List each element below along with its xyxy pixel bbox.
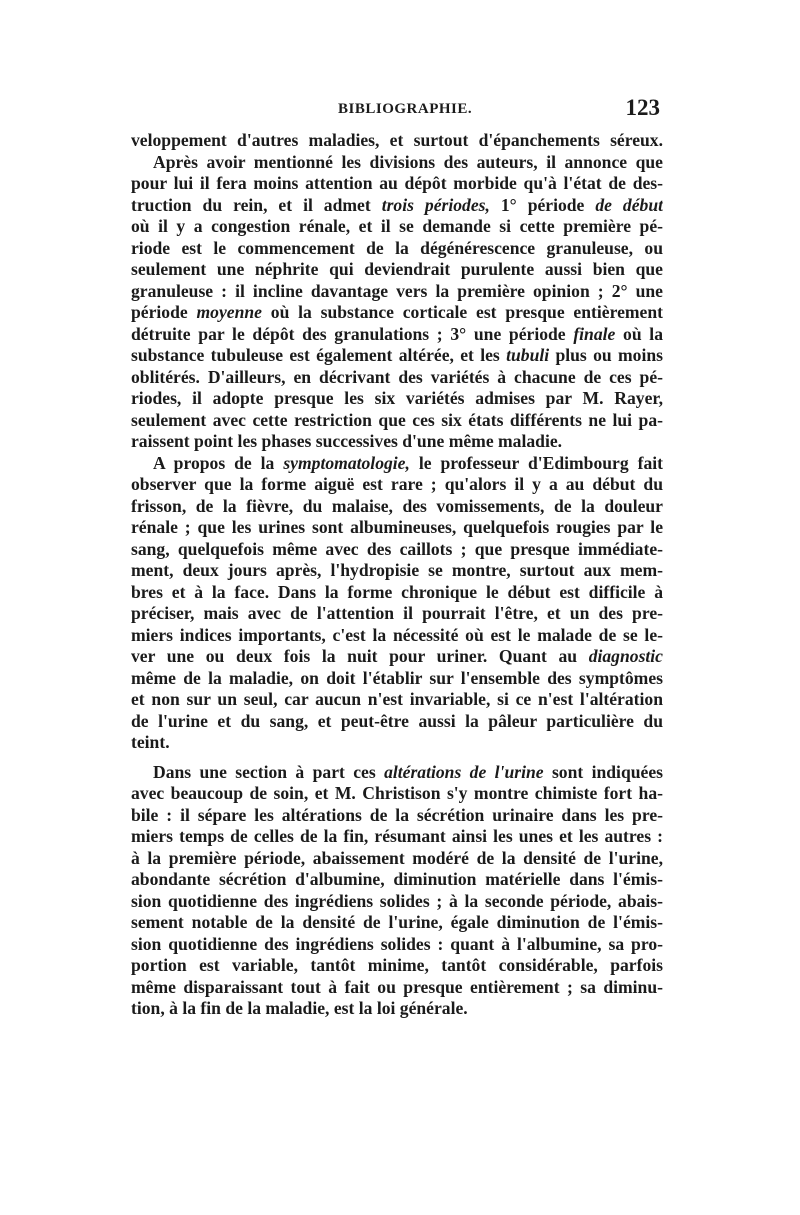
text-line: où il y a congestion rénale, et il se demande si cette première pé- xyxy=(131,216,663,236)
text-line: substance tubuleuse est également altérée, et les tubuli plus ou moins xyxy=(131,345,663,365)
text-line: sement notable de la densité de l'urine, égale diminution de l'émis- xyxy=(131,912,663,932)
text-line: avec beaucoup de soin, et M. Christison s'y montre chimiste fort ha- xyxy=(131,783,663,803)
text-line: miers indices importants, c'est la nécessité où est le malade de se le- xyxy=(131,624,663,645)
text-line: truction du rein, et il admet trois périodes, 1° période de début xyxy=(131,194,663,215)
page-number: 123 xyxy=(625,95,660,120)
text-line: pour lui il fera moins attention au dépôt morbide qu'à l'état de des- xyxy=(131,173,663,193)
text-line: bres et à la face. Dans la forme chronique le début est difficile à xyxy=(131,581,663,602)
text-line: bile : il sépare les altérations de la sécrétion urinaire dans les pre- xyxy=(131,804,663,825)
text-line: abondante sécrétion d'albumine, diminution matérielle dans l'émis- xyxy=(131,869,663,889)
text-line: tion, à la fin de la maladie, est la loi générale. xyxy=(131,998,468,1018)
body-text xyxy=(131,130,663,1020)
italic-term: symptomatologie, xyxy=(283,452,410,473)
text-line: raissent point les phases successives d'une même maladie. xyxy=(131,431,563,451)
text-line: miers temps de celles de la fin, résumant ainsi les unes et les autres : xyxy=(131,826,663,846)
text-line: frisson, de la fièvre, du malaise, des vomissements, de la douleur xyxy=(131,495,663,516)
text-line: riodes, il adopte presque les six variétés admises par M. Rayer, xyxy=(131,388,663,408)
text-line: Après avoir mentionné les divisions des auteurs, il annonce que xyxy=(153,151,663,172)
text-line: même de la maladie, on doit l'établir sur l'ensemble des symptômes xyxy=(131,667,663,688)
text-line: de l'urine et du sang, et peut-être aussi la pâleur particulière du xyxy=(131,710,663,731)
text-line: Dans une section à part ces altérations de l'urine sont indiquées xyxy=(153,761,663,782)
running-title: BIBLIOGRAPHIE. xyxy=(338,101,473,117)
text-line: A propos de la symptomatologie, le professeur d'Edimbourg fait xyxy=(153,452,663,473)
text-line: observer que la forme aiguë est rare ; qu'alors il y a au début du xyxy=(131,474,663,494)
italic-term: tubuli xyxy=(506,345,550,365)
text-line: teint. xyxy=(131,732,170,752)
text-line: préciser, mais avec de l'attention il pourrait l'être, et un des pre- xyxy=(131,603,663,623)
italic-term: altérations de l'urine xyxy=(384,761,544,782)
text-line: à la première période, abaissement modéré de la densité de l'urine, xyxy=(131,847,663,868)
page-header xyxy=(132,97,660,127)
text-line: ment, deux jours après, l'hydropisie se montre, surtout aux mem- xyxy=(131,560,663,580)
text-line: seulement une néphrite qui deviendrait purulente aussi bien que xyxy=(131,259,663,279)
italic-term: de début xyxy=(595,194,663,215)
text-line: détruite par le dépôt des granulations ; 3° une période finale où la xyxy=(131,323,663,344)
text-line: période moyenne où la substance corticale est presque entièrement xyxy=(131,302,663,322)
text-line: riode est le commencement de la dégénérescence granuleuse, ou xyxy=(131,237,663,258)
italic-term: trois périodes, xyxy=(381,194,490,215)
italic-term: diagnostic xyxy=(588,646,663,666)
text-line: sang, quelquefois même avec des caillots ; que presque immédiate- xyxy=(131,538,663,559)
italic-term: finale xyxy=(573,323,616,344)
text-line: et non sur un seul, car aucun n'est invariable, si ce n'est l'altération xyxy=(131,689,663,709)
text-line: veloppement d'autres maladies, et surtout d'épanchements séreux. xyxy=(131,130,663,150)
text-line: ver une ou deux fois la nuit pour uriner. Quant au diagnostic xyxy=(131,646,663,666)
text-line: même disparaissant tout à fait ou presque entièrement ; sa diminu- xyxy=(131,976,663,997)
text-line: oblitérés. D'ailleurs, en décrivant des variétés à chacune de ces pé- xyxy=(131,366,663,387)
text-line: granuleuse : il incline davantage vers la première opinion ; 2° une xyxy=(131,280,663,301)
text-line: rénale ; que les urines sont albumineuses, quelquefois rougies par le xyxy=(131,517,663,537)
text-line: portion est variable, tantôt minime, tantôt considérable, parfois xyxy=(131,955,663,975)
text-line: sion quotidienne des ingrédiens solides ; à la seconde période, abais- xyxy=(131,890,663,911)
text-line: sion quotidienne des ingrédiens solides : quant à l'albumine, sa pro- xyxy=(131,933,663,954)
text-line: seulement avec cette restriction que ces six états différents ne lui pa- xyxy=(131,409,663,430)
italic-term: moyenne xyxy=(196,302,262,322)
